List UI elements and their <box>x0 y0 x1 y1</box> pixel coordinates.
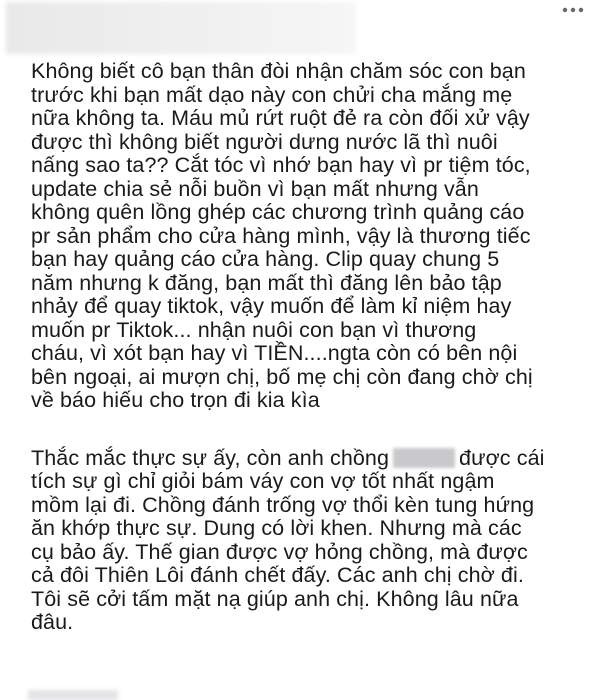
more-options-button[interactable] <box>558 0 588 20</box>
post-line: về báo hiếu cho trọn đi kia kìa <box>31 388 320 412</box>
post-body <box>31 60 579 635</box>
post-paragraph-1 <box>31 60 579 413</box>
redacted-name <box>393 448 455 468</box>
post-line: được thì không biết người dưng nước lã thì nuôi <box>31 129 498 154</box>
post-line <box>31 447 579 471</box>
post-line: cụ bảo ấy. Thế gian được vợ hỏng chồng, mà được <box>31 539 528 564</box>
post-line: nữa không ta. Máu mủ rứt ruột đẻ ra còn đối xử vậy <box>31 106 530 130</box>
post-line-text: Thắc mắc thực sự ấy, còn anh chồng <box>31 445 390 470</box>
post-line: không quên lồng ghép các chương trình quảng cáo <box>31 200 525 224</box>
blurred-author-info <box>6 2 356 54</box>
post-line: năm nhưng k đăng, bạn mất thì đăng lên bảo tập <box>31 270 502 295</box>
post-line: Không biết cô bạn thân đòi nhận chăm sóc con bạn <box>31 59 526 83</box>
post-line: nhảy để quay tiktok, vậy muốn để làm kỉ niệm hay <box>31 294 512 318</box>
post-line: pr sản phẩm cho cửa hàng mình, vậy là thương tiếc <box>31 223 531 248</box>
post-line: ăn khớp thực sự. Dung có lời khen. Nhưng mà các <box>31 516 522 540</box>
post-line: mồm lại đi. Chồng đánh trống vợ thổi kèn tung hứng <box>31 492 535 517</box>
post-line: đâu. <box>31 610 74 634</box>
post-line: trước khi bạn mất dạo này con chửi cha mắng mẹ <box>31 82 513 107</box>
post-paragraph-2 <box>31 447 579 635</box>
post-line: bên ngoại, ai mượn chị, bố mẹ chị còn đang chờ chị <box>31 364 533 389</box>
post-line-text: được cái <box>459 445 545 470</box>
post-line: tích sự gì chỉ giỏi bám váy con vợ tốt nhất ngậm <box>31 469 495 493</box>
blurred-footer <box>28 690 118 700</box>
post-header <box>0 0 600 62</box>
post-line: muốn pr Tiktok... nhận nuôi con bạn vì thương <box>31 317 477 342</box>
post-line: bạn hay quảng cáo cửa hàng. Clip quay chung 5 <box>31 247 500 271</box>
post-line: cháu, vì xót bạn hay vì TIỀN....ngta còn có bên nội <box>31 341 518 365</box>
post-line: update chia sẻ nỗi buồn vì bạn mất nhưng vẫn <box>31 176 479 201</box>
post-line: nấng sao ta?? Cắt tóc vì nhớ bạn hay vì pr tiệm tóc, <box>31 153 531 177</box>
post-line: Tôi sẽ cởi tấm mặt nạ giúp anh chị. Không lâu nữa <box>31 586 519 611</box>
post-line: cả đôi Thiên Lôi đánh chết đấy. Các anh chị chờ đi. <box>31 563 524 587</box>
more-horizontal-icon <box>562 7 584 13</box>
